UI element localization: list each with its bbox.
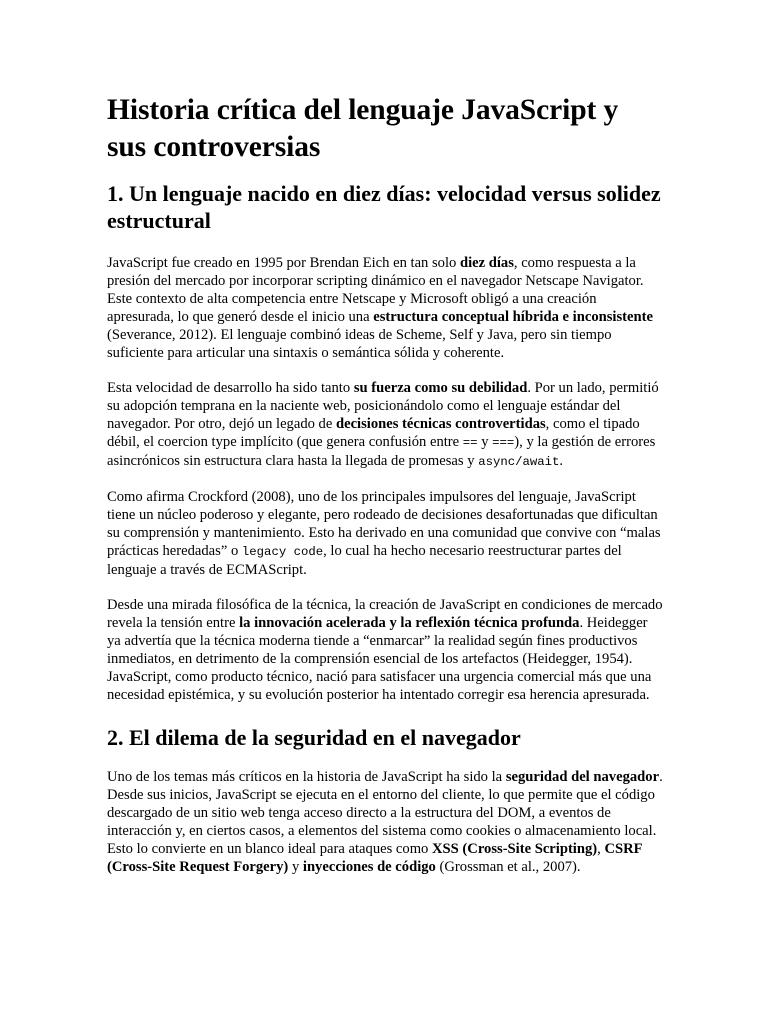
code-run: === xyxy=(492,436,515,450)
section-1-paragraph-2 xyxy=(107,379,663,471)
section-1-heading: 1. Un lenguaje nacido en diez días: velocidad versus solidez estructural xyxy=(107,181,661,233)
document-page xyxy=(107,92,663,893)
bold-run: estructura conceptual híbrida e inconsistente xyxy=(373,309,653,325)
text-run: Uno de los temas más críticos en la historia de JavaScript ha sido la xyxy=(107,769,506,785)
bold-run: la innovación acelerada y la reflexión técnica profunda xyxy=(239,615,580,631)
text-run: . Por un lado, permitió su adopción temprana en la naciente web, posicionándolo como el lenguaje estándar del navegador. Por otro, dejó un legado de xyxy=(107,380,659,432)
text-run: , como respuesta a la presión del mercado por incorporar scripting dinámico en el navegador Netscape Navigator. Este contexto de alta competencia entre Netscape y Microsoft obligó a una creación apresurada, lo que generó desde el inicio una xyxy=(107,255,644,325)
bold-run: XSS (Cross-Site Scripting) xyxy=(432,841,598,857)
code-run: legacy code xyxy=(241,545,324,559)
text-run: Como afirma Crockford (2008), uno de los principales impulsores del lenguaje, JavaScript tiene un núcleo poderoso y elegante, pero rodeado de decisiones desafortunadas que dificultan su comprensión y mantenimiento. Esto ha derivado en una comunidad que convive con “malas prácticas heredadas” o xyxy=(107,489,661,559)
text-run: (Severance, 2012). El lenguaje combinó ideas de Scheme, Self y Java, pero sin tiempo suficiente para articular una sintaxis o semántica sólida y coherente. xyxy=(107,327,612,361)
text-run: ), y la gestión de errores asincrónicos sin estructura clara hasta la llegada de promesas y xyxy=(107,434,656,469)
text-run: y xyxy=(477,434,493,450)
bold-run: su fuerza como su debilidad xyxy=(353,380,528,396)
section-1-paragraph-3 xyxy=(107,488,663,579)
code-run: async/await xyxy=(478,455,560,469)
bold-run: decisiones técnicas controvertidas xyxy=(335,416,546,432)
section-1-paragraph-1 xyxy=(107,254,663,362)
text-run: y xyxy=(288,859,303,875)
section-2-heading: 2. El dilema de la seguridad en el navegador xyxy=(107,725,521,750)
bold-run: inyecciones de código xyxy=(302,859,436,875)
section-2-paragraph-1 xyxy=(107,768,663,876)
document-title: Historia crítica del lenguaje JavaScript y sus controversias xyxy=(107,94,619,163)
bold-run: CSRF (Cross-Site Request Forgery) xyxy=(107,841,643,875)
text-run: , como el tipado débil, el coercion type implícito (que genera confusión entre xyxy=(107,416,640,450)
text-run: , lo cual ha hecho necesario reestructurar partes del lenguaje a través de ECMAScript. xyxy=(107,543,622,578)
text-run: Desde una mirada filosófica de la técnica, la creación de JavaScript en condiciones de mercado revela la tensión entre xyxy=(107,597,663,631)
bold-run: diez días xyxy=(459,255,514,271)
text-run: , xyxy=(597,841,605,857)
code-run: == xyxy=(462,436,478,450)
text-run: Esta velocidad de desarrollo ha sido tanto xyxy=(107,380,354,396)
text-run: . xyxy=(559,453,564,469)
section-1-paragraph-4 xyxy=(107,596,663,704)
text-run: JavaScript fue creado en 1995 por Brendan Eich en tan solo xyxy=(107,255,460,271)
text-run: . Heidegger ya advertía que la técnica moderna tiende a “enmarcar” la realidad según fines productivos inmediatos, en detrimento de la comprensión esencial de los artefactos (Heidegger, 1954). JavaScript, como producto técnico, nació para satisfacer una urgencia comercial más que una necesidad epistémica, y su evolución posterior ha intentado corregir esa herencia apresurada. xyxy=(107,615,652,703)
text-run: (Grossman et al., 2007). xyxy=(435,859,581,875)
bold-run: seguridad del navegador xyxy=(505,769,660,785)
text-run: . Desde sus inicios, JavaScript se ejecuta en el entorno del cliente, lo que permite que el código descargado de un sitio web tenga acceso directo a la estructura del DOM, a eventos de interacción y, en ciertos casos, a elementos del sistema como cookies o almacenamiento local. Esto lo convierte en un blanco ideal para ataques como xyxy=(107,769,663,857)
